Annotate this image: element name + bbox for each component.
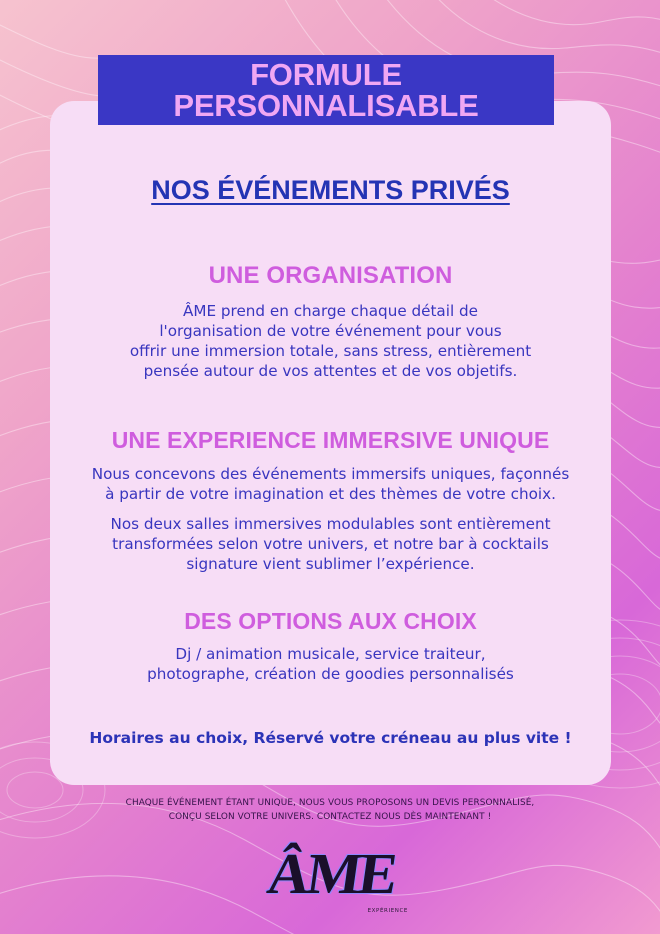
options-section xyxy=(72,609,589,685)
ame-logo-icon: ÂME xyxy=(263,841,400,906)
organisation-paragraph xyxy=(72,302,589,382)
quote-note-line-2: CONÇU SELON VOTRE UNIVERS. CONTACTEZ NOUS DÈS MAINTENANT ! xyxy=(168,812,492,823)
immersive-experience-section xyxy=(72,428,589,575)
immersive-experience-line-1: Nous concevons des événements immersifs uniques, façonnés xyxy=(91,465,570,483)
organisation-line-4: pensée autour de vos attentes et de vos objetifs. xyxy=(143,361,518,380)
poster-headline: FORMULE PERSONNALISABLE xyxy=(98,55,554,125)
immersive-experience-line-3: Nos deux salles immersives modulables sont entièrement xyxy=(110,514,551,533)
immersive-experience-line-2: à partir de votre imagination et des thèmes de votre choix. xyxy=(105,484,556,503)
immersive-experience-line-5: signature vient sublimer l’expérience. xyxy=(186,554,475,573)
organisation-line-3: offrir une immersion totale, sans stress, entièrement xyxy=(129,341,532,360)
card-content xyxy=(50,101,611,785)
booking-call-to-action: Horaires au choix, Réservé votre créneau au plus vite ! xyxy=(89,728,572,747)
options-line-1: Dj / animation musicale, service traiteur, xyxy=(175,644,486,663)
organisation-title: UNE ORGANISATION xyxy=(208,261,453,289)
options-paragraph xyxy=(72,645,589,685)
immersive-experience-title: UNE EXPERIENCE IMMERSIVE UNIQUE xyxy=(111,426,550,453)
options-title: DES OPTIONS AUX CHOIX xyxy=(184,607,477,634)
immersive-experience-line-4: transformées selon votre univers, et notre bar à cocktails xyxy=(112,534,549,553)
private-events-subtitle: NOS ÉVÉNEMENTS PRIVÉS xyxy=(151,175,510,205)
quote-note xyxy=(58,796,602,825)
immersive-experience-paragraph-1 xyxy=(72,465,589,505)
organisation-line-2: l'organisation de votre événement pour vous xyxy=(159,321,502,340)
immersive-experience-paragraph-2 xyxy=(72,515,589,575)
organisation-section xyxy=(72,263,589,382)
organisation-line-1: ÂME prend en charge chaque détail de xyxy=(183,302,478,321)
quote-note-line-1: CHAQUE ÉVÉNEMENT ÉTANT UNIQUE, NOUS VOUS PROPOSONS UN DEVIS PERSONNALISÉ, xyxy=(125,798,535,808)
logo-subtitle: EXPÉRIENCE xyxy=(367,908,408,914)
ame-logo xyxy=(263,841,408,914)
options-line-2: photographe, création de goodies personnalisés xyxy=(147,664,514,683)
